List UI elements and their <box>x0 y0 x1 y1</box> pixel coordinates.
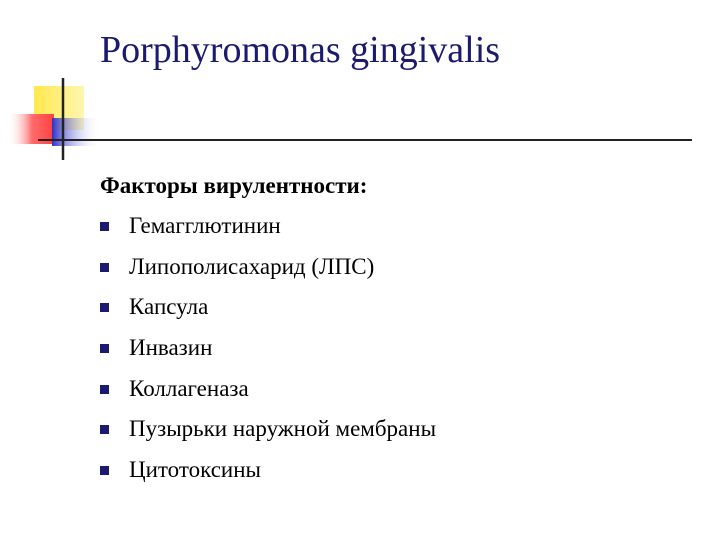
list-item <box>100 450 700 491</box>
list-item-label: Инвазин <box>129 335 213 361</box>
square-bullet-icon <box>100 344 109 353</box>
slide-title: Porphyromonas gingivalis <box>100 29 501 71</box>
square-bullet-icon <box>100 303 109 312</box>
section-heading: Факторы вирулентности: <box>100 173 368 198</box>
list-item-label: Гемагглютинин <box>129 213 281 238</box>
list-item <box>100 287 700 328</box>
list-item-label: Коллагеназа <box>129 375 249 401</box>
square-bullet-icon <box>100 263 109 272</box>
blue-square-shape <box>52 118 100 146</box>
list-item <box>100 328 700 369</box>
square-bullet-icon <box>100 466 109 475</box>
list-item <box>100 369 700 410</box>
list-item <box>100 206 700 247</box>
list-item <box>100 247 700 288</box>
list-item <box>100 409 700 450</box>
list-item-label: Пузырьки наружной мембраны <box>129 416 437 442</box>
square-bullet-icon <box>100 222 109 231</box>
square-bullet-icon <box>100 385 109 394</box>
square-bullet-icon <box>100 425 109 434</box>
list-item-label: Капсула <box>129 294 209 320</box>
list-item-label: Липополисахарид (ЛПС) <box>129 253 375 279</box>
slide-content <box>100 166 700 491</box>
list-item-label: Цитотоксины <box>129 457 261 483</box>
